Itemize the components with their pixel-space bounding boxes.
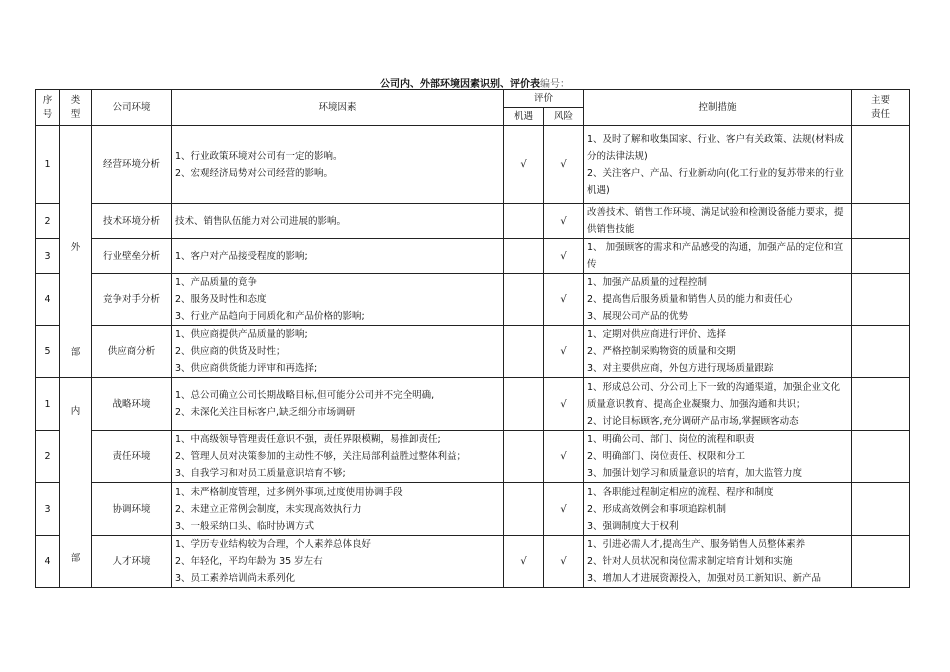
risk-cell: √ xyxy=(544,536,584,588)
table-row xyxy=(36,126,910,204)
factors-cell xyxy=(172,126,504,204)
factors-cell xyxy=(172,378,504,431)
env-cell: 经营环境分析 xyxy=(92,126,172,204)
header-owner: 主要 责任 xyxy=(852,90,910,126)
factors-cell xyxy=(172,204,504,239)
measure-line: 1、引进必需人才,提高生产、服务销售人员整体素养 xyxy=(587,539,806,550)
seq-cell: 2 xyxy=(36,204,60,239)
header-type: 类 型 xyxy=(60,90,92,126)
measure-line: 1、定期对供应商进行评价、选择 xyxy=(587,329,727,340)
header-measures: 控制措施 xyxy=(584,90,852,126)
measure-line: 1、 加强顾客的需求和产品感受的沟通，加强产品的定位和宣传 xyxy=(587,242,844,270)
risk-cell: √ xyxy=(544,274,584,326)
env-cell: 战略环境 xyxy=(92,378,172,431)
env-cell: 协调环境 xyxy=(92,483,172,536)
number-label: 编号： xyxy=(540,79,570,90)
risk-cell: √ xyxy=(544,378,584,431)
seq-cell: 1 xyxy=(36,126,60,204)
measure-line: 1、各职能过程制定相应的流程、程序和制度 xyxy=(587,486,774,498)
factor-line: 2、供应商的供货及时性； xyxy=(175,346,286,357)
measures-cell xyxy=(584,483,852,536)
env-cell: 供应商分析 xyxy=(92,326,172,378)
measures-cell xyxy=(584,239,852,274)
owner-cell xyxy=(852,536,910,588)
table-body xyxy=(36,126,910,588)
table-row xyxy=(36,239,910,274)
owner-cell xyxy=(852,483,910,536)
measure-line: 3、强调制度大于权利 xyxy=(587,520,679,532)
factors-cell xyxy=(172,326,504,378)
owner-cell xyxy=(852,204,910,239)
factors-cell xyxy=(172,483,504,536)
title-text: 公司内、外部环境因素识别、评价表 xyxy=(380,79,540,90)
seq-cell: 4 xyxy=(36,536,60,588)
measure-line: 1、明确公司、部门、岗位的流程和职责 xyxy=(587,434,755,445)
type-char: 内 xyxy=(70,405,81,417)
risk-cell: √ xyxy=(544,239,584,274)
factor-line: 1、产品质量的竟争 xyxy=(175,277,258,288)
document-title xyxy=(0,75,950,90)
table-row xyxy=(36,378,910,431)
seq-cell: 4 xyxy=(36,274,60,326)
owner-cell xyxy=(852,239,910,274)
table-row xyxy=(36,204,910,239)
measure-line: 2、关注客户、产品、行业新动向(化工行业的复苏带来的行业机遇) xyxy=(587,167,844,196)
opportunity-cell: √ xyxy=(504,126,544,204)
header-eval: 评价 xyxy=(504,90,584,108)
factor-line: 1、未严格制度管理，过多例外事项,过度使用协调手段 xyxy=(175,486,403,498)
measure-line: 2、针对人员状况和岗位需求制定培育计划和实施 xyxy=(587,556,793,567)
owner-cell xyxy=(852,126,910,204)
risk-cell: √ xyxy=(544,126,584,204)
factor-line: 2、管理人员对决策参加的主动性不够，关注局部利益胜过整体利益； xyxy=(175,451,467,462)
measure-line: 3、加强计划学习和质量意识的培育，加大监管力度 xyxy=(587,468,803,479)
header-opportunity: 机遇 xyxy=(504,108,544,126)
factor-line: 3、自我学习和对员工质量意识培育不够; xyxy=(175,468,346,479)
factor-line: 1、学历专业结构较为合理，个人素养总体良好 xyxy=(175,539,372,550)
measure-line: 1、及时了解和收集国家、行业、客户有关政策、法规(材料成分的法律法规) xyxy=(587,133,844,162)
factor-line: 技术、销售队伍能力对公司进展的影响。 xyxy=(175,215,347,227)
opportunity-cell xyxy=(504,204,544,239)
factor-line: 3、员工素养培训尚未系列化 xyxy=(175,573,296,584)
factor-line: 2、年轻化，平均年龄为 35 岁左右 xyxy=(175,556,323,567)
table-row xyxy=(36,483,910,536)
seq-cell: 5 xyxy=(36,326,60,378)
owner-cell xyxy=(852,274,910,326)
type-cell-internal xyxy=(60,378,92,588)
opportunity-cell xyxy=(504,483,544,536)
risk-cell: √ xyxy=(544,431,584,483)
factor-line: 2、服务及时性和态度 xyxy=(175,294,267,305)
seq-cell: 2 xyxy=(36,431,60,483)
table-row xyxy=(36,274,910,326)
opportunity-cell xyxy=(504,431,544,483)
measures-cell xyxy=(584,431,852,483)
measures-cell xyxy=(584,204,852,239)
measures-cell xyxy=(584,536,852,588)
env-cell: 竞争对手分析 xyxy=(92,274,172,326)
factor-line: 3、行业产品趋向于同质化和产品价格的影响; xyxy=(175,311,365,322)
owner-cell xyxy=(852,326,910,378)
risk-cell: √ xyxy=(544,326,584,378)
header-env: 公司环境 xyxy=(92,90,172,126)
opportunity-cell xyxy=(504,239,544,274)
owner-cell xyxy=(852,378,910,431)
header-seq: 序 号 xyxy=(36,90,60,126)
factor-line: 1、供应商提供产品质量的影响; xyxy=(175,329,308,340)
measure-line: 2、形成高效例会和事项追踪机制 xyxy=(587,503,727,515)
factor-line: 1、总公司确立公司长期战略目标,但可能分公司并不完全明确, xyxy=(175,390,435,401)
measure-line: 2、严格控制采购物资的质量和交期 xyxy=(587,346,736,357)
factor-line: 3、一般采纳口头、临时协调方式 xyxy=(175,520,315,532)
factor-line: 1、客户对产品接受程度的影响; xyxy=(175,250,308,262)
type-char: 部 xyxy=(70,346,81,358)
measures-cell xyxy=(584,274,852,326)
risk-cell: √ xyxy=(544,483,584,536)
measure-line: 1、加强产品质量的过程控制 xyxy=(587,277,708,288)
seq-cell: 1 xyxy=(36,378,60,431)
header-risk: 风险 xyxy=(544,108,584,126)
measure-line: 1、形成总公司、分公司上下一致的沟通渠道，加强企业文化质量意识教育、提高企业凝聚力、加强沟通和共识； xyxy=(587,381,841,410)
measure-line: 改善技术、销售工作环境、满足试验和检测设备能力要求，提供销售技能 xyxy=(587,207,844,235)
env-cell: 人才环境 xyxy=(92,536,172,588)
factors-cell xyxy=(172,239,504,274)
factors-cell xyxy=(172,274,504,326)
factor-line: 2、未建立正常例会制度，未实现高效执行力 xyxy=(175,503,362,515)
measures-cell xyxy=(584,378,852,431)
type-char: 外 xyxy=(70,241,81,253)
measure-line: 2、提高售后服务质量和销售人员的能力和责任心 xyxy=(587,294,793,305)
opportunity-cell xyxy=(504,378,544,431)
factor-line: 2、宏观经济局势对公司经营的影响。 xyxy=(175,167,334,179)
owner-cell xyxy=(852,431,910,483)
factors-cell xyxy=(172,431,504,483)
seq-cell: 3 xyxy=(36,239,60,274)
opportunity-cell: √ xyxy=(504,536,544,588)
environment-assessment-table xyxy=(35,89,910,588)
factors-cell xyxy=(172,536,504,588)
measure-line: 3、增加人才进展资源投入，加强对员工新知识、新产品 xyxy=(587,573,822,584)
env-cell: 技术环境分析 xyxy=(92,204,172,239)
risk-cell: √ xyxy=(544,204,584,239)
factor-line: 1、行业政策环境对公司有一定的影响。 xyxy=(175,150,343,162)
opportunity-cell xyxy=(504,274,544,326)
measures-cell xyxy=(584,326,852,378)
type-cell-external xyxy=(60,126,92,378)
opportunity-cell xyxy=(504,326,544,378)
factor-line: 3、供应商供货能力评审和再选择; xyxy=(175,363,318,374)
measure-line: 3、对主要供应商，外包方进行现场质量跟踪 xyxy=(587,363,774,374)
measure-line: 2、明确部门、岗位责任、权限和分工 xyxy=(587,451,746,462)
table-row xyxy=(36,326,910,378)
type-char: 部 xyxy=(70,552,81,564)
table-row xyxy=(36,536,910,588)
factor-line: 1、中高级领导管理责任意识不强，责任界限模糊，易推卸责任; xyxy=(175,434,441,445)
env-cell: 行业壁垒分析 xyxy=(92,239,172,274)
measures-cell xyxy=(584,126,852,204)
measure-line: 2、讨论目标顾客,充分调研产品市场,掌握顾客动态 xyxy=(587,415,799,427)
factor-line: 2、未深化关注目标客户,缺乏细分市场调研 xyxy=(175,407,356,418)
seq-cell: 3 xyxy=(36,483,60,536)
table-row xyxy=(36,431,910,483)
measure-line: 3、展现公司产品的优势 xyxy=(587,311,689,322)
env-cell: 责任环境 xyxy=(92,431,172,483)
header-factors: 环境因素 xyxy=(172,90,504,126)
